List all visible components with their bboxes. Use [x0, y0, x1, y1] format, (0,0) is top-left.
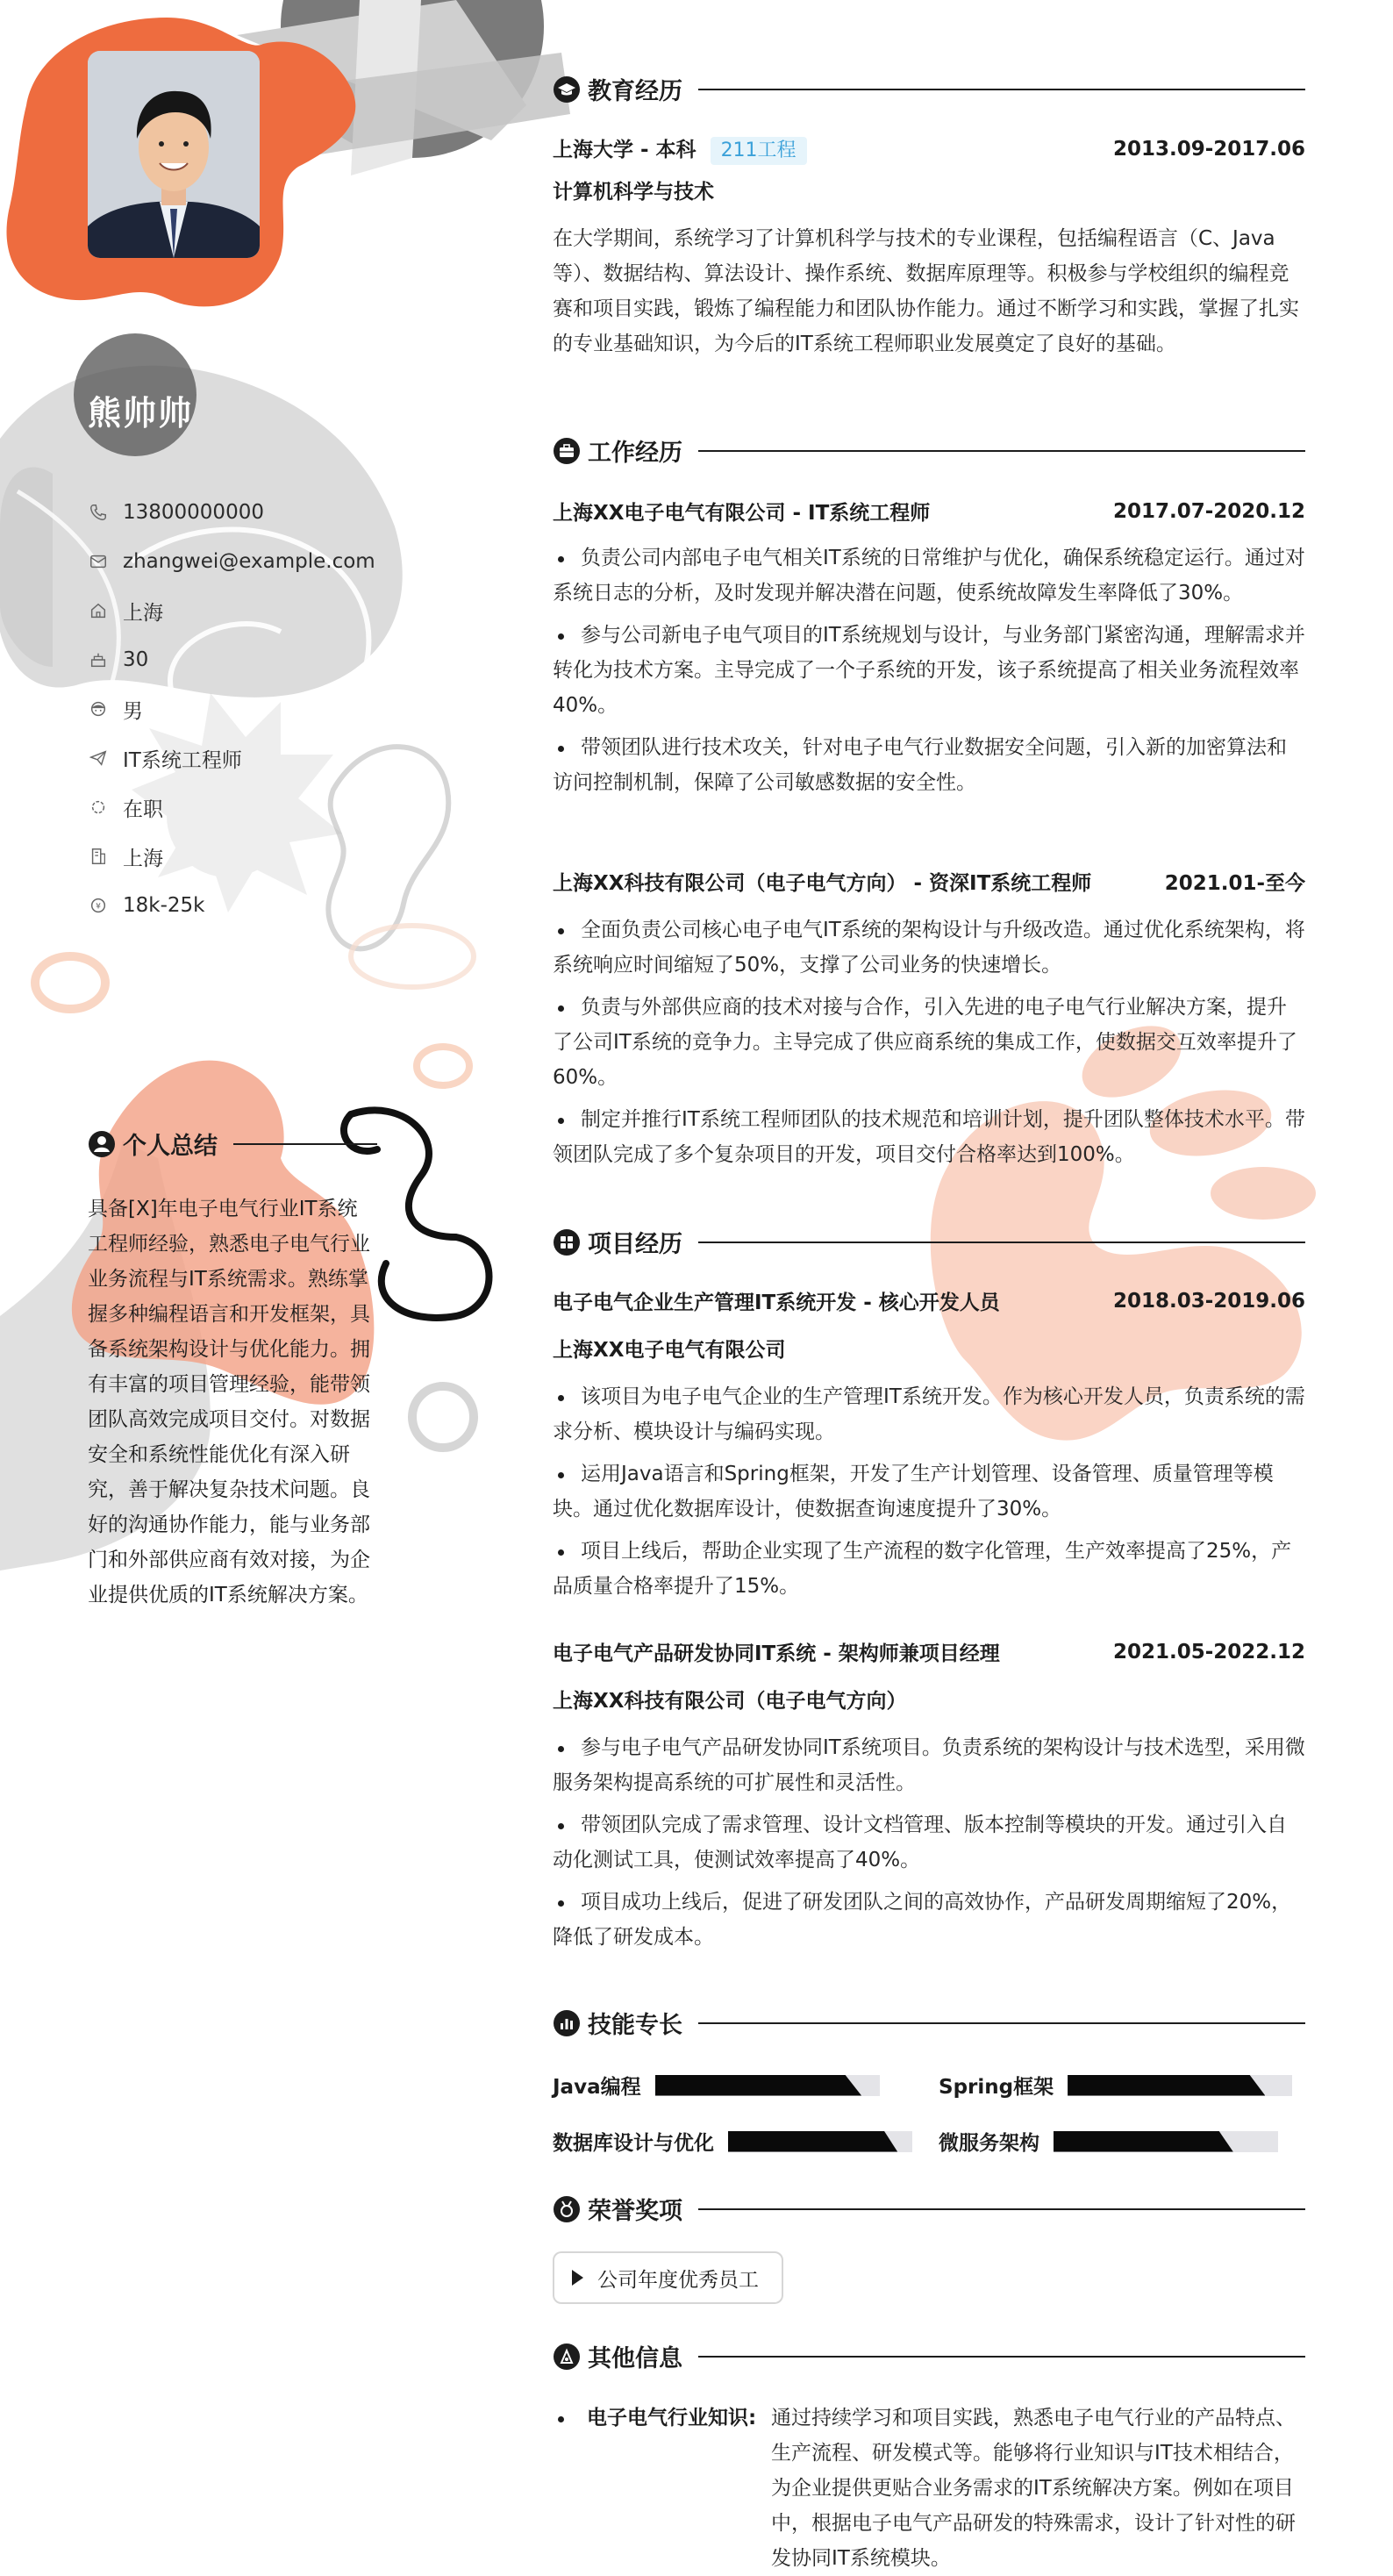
list-item: 项目成功上线后，促进了研发团队之间的高效协作，产品研发周期缩短了20%，降低了研发成本。 — [553, 1885, 1305, 1955]
school-tag: 211工程 — [711, 137, 807, 165]
contact-text: 13800000000 — [123, 501, 264, 524]
contact-status — [88, 783, 404, 832]
cake-icon — [88, 649, 109, 670]
graduation-cap-icon — [553, 75, 581, 104]
mail-icon — [88, 551, 109, 572]
info-icon — [553, 2343, 581, 2371]
skill-fill — [728, 2131, 897, 2152]
skill-item — [553, 2127, 912, 2156]
divider — [698, 1241, 1305, 1243]
contact-gender — [88, 684, 404, 733]
svg-text:¥: ¥ — [96, 901, 101, 912]
job-bullets — [553, 912, 1305, 1179]
project-row — [553, 1637, 1305, 1666]
contact-text: IT系统工程师 — [123, 748, 242, 772]
skill-name: 微服务架构 — [939, 2132, 1039, 2155]
building-icon — [88, 846, 109, 867]
contact-position — [88, 733, 404, 783]
other-title: 其他信息 — [588, 2345, 682, 2372]
job-row — [553, 867, 1305, 896]
project-date: 2018.03-2019.06 — [1112, 1289, 1305, 1313]
job-company: 上海XX电子电气有限公司 - IT系统工程师 — [553, 502, 931, 525]
list-item: 项目上线后，帮助企业实现了生产流程的数字化管理，生产效率提高了25%，产品质量合格率提升了15%。 — [553, 1534, 1305, 1604]
contact-text: 18k-25k — [123, 894, 205, 917]
job-row — [553, 497, 1305, 526]
skill-fill — [1054, 2131, 1233, 2152]
bar-chart-icon — [553, 2009, 581, 2037]
skill-item — [939, 2071, 1292, 2100]
contact-list — [88, 488, 404, 930]
status-icon — [88, 797, 109, 818]
other-heading — [553, 2339, 1305, 2373]
summary-title: 个人总结 — [123, 1133, 218, 1160]
award-label: 公司年度优秀员工 — [597, 2268, 759, 2292]
other-text: 通过持续学习和项目实践，熟悉电子电气行业的产品特点、生产流程、研发模式等。能够将行业知识与IT技术相结合，为企业提供更贴合业务需求的IT系统解决方案。例如在项目中，根据电子电气产品研发的特殊需求，设计了针对性的研发协同IT系统模块。 — [771, 2407, 1296, 2570]
list-item: 负责与外部供应商的技术对接与合作，引入先进的电子电气行业解决方案，提升了公司IT系统的竞争力。主导完成了供应商系统的集成工作，使数据交互效率提升了60%。 — [553, 990, 1305, 1095]
project-name: 电子电气产品研发协同IT系统 - 架构师兼项目经理 — [553, 1642, 1000, 1665]
skills-title: 技能专长 — [588, 2012, 682, 2039]
project-org: 上海XX电子电气有限公司 — [553, 1339, 786, 1362]
projects-title: 项目经历 — [588, 1231, 682, 1258]
summary-heading — [88, 1127, 377, 1161]
contact-text: 在职 — [123, 798, 163, 821]
contact-city — [88, 586, 404, 635]
avatar — [88, 51, 260, 258]
school-name: 上海大学 - 本科 — [553, 139, 696, 161]
project-row — [553, 1286, 1305, 1315]
education-major: 计算机科学与技术 — [553, 181, 714, 204]
divider — [698, 2022, 1305, 2024]
project-bullets — [553, 1730, 1305, 1962]
contact-age — [88, 635, 404, 684]
skills-heading — [553, 2006, 1305, 2040]
skill-fill — [655, 2075, 862, 2096]
contact-phone — [88, 488, 404, 537]
list-item: 带领团队完成了需求管理、设计文档管理、版本控制等模块的开发。通过引入自动化测试工具，使测试效率提高了40%。 — [553, 1807, 1305, 1878]
divider — [698, 450, 1305, 452]
contact-text: 30 — [123, 648, 149, 671]
skill-item — [553, 2071, 880, 2100]
list-item: 参与电子电气产品研发协同IT系统项目。负责系统的架构设计与技术选型，采用微服务架构提高系统的可扩展性和灵活性。 — [553, 1730, 1305, 1800]
awards-heading — [553, 2192, 1305, 2226]
gender-icon — [88, 698, 109, 719]
work-title: 工作经历 — [588, 440, 682, 467]
contact-text: 上海 — [123, 847, 163, 870]
contact-text: zhangwei@example.com — [123, 550, 375, 573]
list-item: 负责公司内部电子电气相关IT系统的日常维护与优化，确保系统稳定运行。通过对系统日志的分析，及时发现并解决潜在问题，使系统故障发生率降低了30%。 — [553, 540, 1305, 611]
send-icon — [88, 748, 109, 769]
skill-bar — [1068, 2075, 1292, 2096]
grid-icon — [553, 1228, 581, 1256]
contact-text: 男 — [123, 699, 143, 723]
list-item: 带领团队进行技术攻关，针对电子电气行业数据安全问题，引入新的加密算法和访问控制机制，保障了公司敏感数据的安全性。 — [553, 730, 1305, 800]
work-heading — [553, 433, 1305, 468]
list-item: 参与公司新电子电气项目的IT系统规划与设计，与业务部门紧密沟通，理解需求并转化为技术方案。主导完成了一个子系统的开发，该子系统提高了相关业务流程效率40%。 — [553, 618, 1305, 723]
job-date: 2021.01-至今 — [1164, 872, 1305, 895]
briefcase-icon — [553, 437, 581, 465]
education-title: 教育经历 — [588, 78, 682, 105]
divider — [698, 89, 1305, 90]
skill-name: 数据库设计与优化 — [553, 2132, 714, 2155]
education-heading — [553, 72, 1305, 106]
divider — [233, 1143, 377, 1145]
job-bullets — [553, 540, 1305, 807]
awards-title: 荣誉奖项 — [588, 2198, 682, 2225]
skill-item — [939, 2127, 1278, 2156]
project-name: 电子电气企业生产管理IT系统开发 - 核心开发人员 — [553, 1292, 1000, 1314]
list-item: 全面负责公司核心电子电气IT系统的架构设计与升级改造。通过优化系统架构，将系统响应时间缩短了50%，支撑了公司业务的快速增长。 — [553, 912, 1305, 983]
other-item — [553, 2401, 1305, 2576]
skill-bar — [655, 2075, 880, 2096]
salary-icon — [88, 895, 109, 916]
contact-text: 上海 — [123, 601, 163, 625]
skill-bar — [1054, 2131, 1278, 2152]
phone-icon — [88, 502, 109, 523]
medal-icon — [553, 2195, 581, 2223]
candidate-name: 熊帅帅 — [88, 394, 194, 433]
school-wrap — [553, 133, 807, 165]
education-description: 在大学期间，系统学习了计算机科学与技术的专业课程，包括编程语言（C、Java等）、数据结构、算法设计、操作系统、数据库原理等。积极参与学校组织的编程竞赛和项目实践，锻炼了编程能力和团队协作能力。通过不断学习和实践，掌握了扎实的专业基础知识，为今后的IT系统工程师职业发展奠定了良好的基础。 — [553, 227, 1299, 355]
projects-heading — [553, 1225, 1305, 1259]
list-item: 该项目为电子电气企业的生产管理IT系统开发。作为核心开发人员，负责系统的需求分析、模块设计与编码实现。 — [553, 1379, 1305, 1449]
project-date: 2021.05-2022.12 — [1112, 1640, 1305, 1664]
job-date: 2017.07-2020.12 — [1112, 499, 1305, 523]
project-bullets — [553, 1379, 1305, 1611]
skill-name: Java编程 — [553, 2076, 641, 2099]
summary-text: 具备[X]年电子电气行业IT系统工程师经验，熟悉电子电气行业业务流程与IT系统需求。熟练掌握多种编程语言和开发框架，具备系统架构设计与优化能力。拥有丰富的项目管理经验，能带领团队高效完成项目交付。对数据安全和系统性能优化有深入研究，善于解决复杂技术问题。良好的沟通协作能力，能与业务部门和外部供应商有效对接，为企业提供优质的IT系统解决方案。 — [88, 1198, 370, 1606]
list-item: 制定并推行IT系统工程师团队的技术规范和培训计划，提升团队整体技术水平。带领团队完成了多个复杂项目的开发，项目交付合格率达到100%。 — [553, 1102, 1305, 1172]
skill-fill — [1068, 2075, 1265, 2096]
user-icon — [88, 1130, 116, 1158]
skill-name: Spring框架 — [939, 2076, 1054, 2099]
project-org: 上海XX科技有限公司（电子电气方向） — [553, 1690, 907, 1713]
contact-work-city — [88, 832, 404, 881]
list-item: 运用Java语言和Spring框架，开发了生产计划管理、设备管理、质量管理等模块。通过优化数据库设计，使数据查询速度提升了30%。 — [553, 1456, 1305, 1527]
home-icon — [88, 600, 109, 621]
skill-bar — [728, 2131, 912, 2152]
award-chip — [553, 2251, 783, 2304]
contact-email — [88, 537, 404, 586]
bullet-dot — [558, 2416, 564, 2422]
play-icon — [572, 2270, 583, 2286]
divider — [698, 2356, 1305, 2358]
other-label: 电子电气行业知识: — [587, 2407, 757, 2429]
education-row — [553, 133, 1305, 165]
education-date: 2013.09-2017.06 — [1112, 138, 1305, 161]
job-company: 上海XX科技有限公司（电子电气方向） - 资深IT系统工程师 — [553, 872, 1092, 895]
contact-salary — [88, 881, 404, 930]
divider — [698, 2208, 1305, 2210]
